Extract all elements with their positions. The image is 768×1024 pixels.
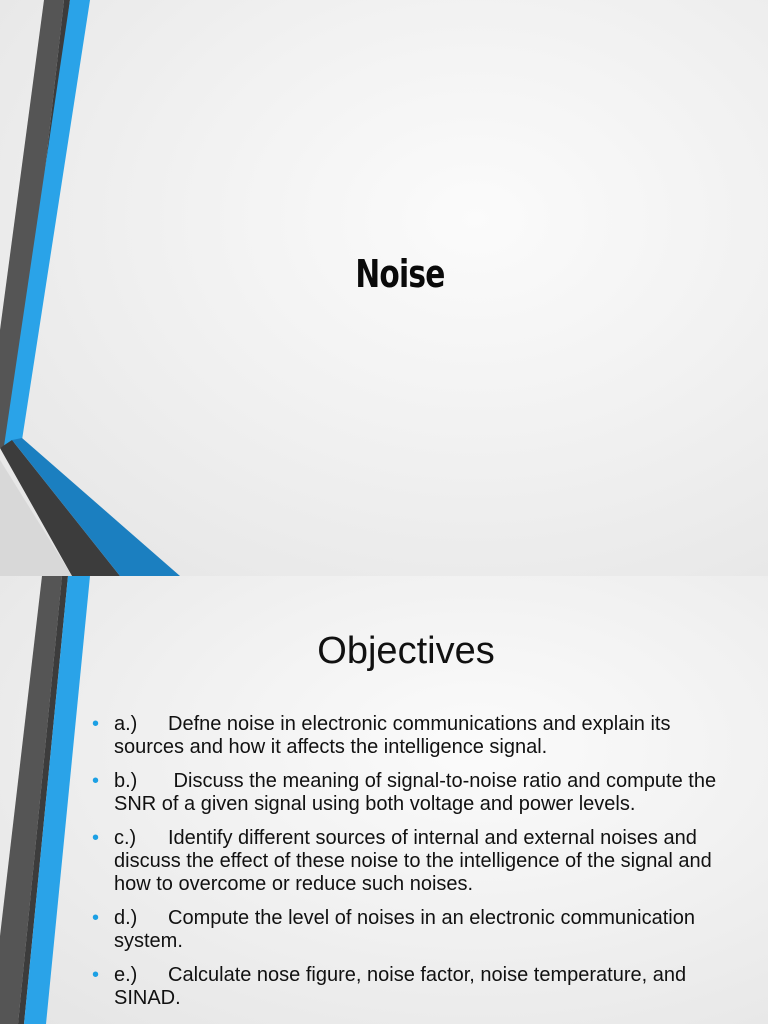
item-label: c.) [114, 827, 137, 849]
list-item [90, 770, 730, 816]
bullet-icon: • [92, 827, 100, 849]
item-text: Identify different sources of internal and external noises and discuss the effect of these noise to the intelligence of the signal and how to overcome or reduce such noises. [114, 827, 712, 895]
list-item [90, 907, 730, 953]
bullet-icon: • [92, 713, 100, 735]
item-text: Defne noise in electronic communications and explain its sources and how it affects the intelligence signal. [114, 713, 671, 758]
item-text: Discuss the meaning of signal-to-noise ratio and compute the SNR of a given signal using both voltage and power levels. [114, 770, 717, 815]
slide-title: Noise [355, 252, 445, 296]
item-label: e.) [114, 964, 138, 986]
list-item [90, 964, 730, 1010]
bullet-icon: • [92, 964, 100, 986]
list-item [90, 713, 730, 759]
item-text: Compute the level of noises in an electronic communication system. [114, 907, 695, 952]
bullet-icon: • [92, 770, 100, 792]
item-label: a.) [114, 713, 138, 735]
objectives-list [90, 713, 730, 1021]
item-text: Calculate nose figure, noise factor, noise temperature, and SINAD. [114, 964, 687, 1009]
item-label: d.) [114, 907, 138, 929]
item-label: b.) [114, 770, 138, 792]
bullet-icon: • [92, 907, 100, 929]
list-item [90, 827, 730, 896]
slide-title: Objectives [317, 630, 495, 672]
